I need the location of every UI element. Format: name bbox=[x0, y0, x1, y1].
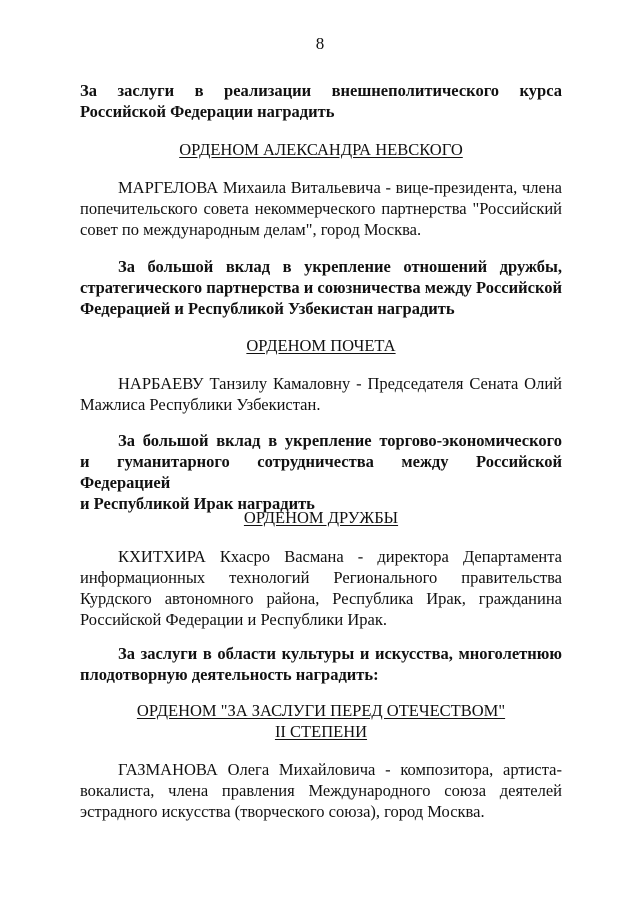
motive-line: За большой вклад в укрепление отношений дружбы, bbox=[118, 257, 562, 276]
recipient-3 bbox=[80, 546, 562, 630]
recipient-line: НАРБАЕВУ Танзилу Камаловну - Председателя Сената Олий bbox=[118, 374, 562, 393]
motive-line: и гуманитарного сотрудничества между Российской Федерацией bbox=[80, 452, 562, 492]
award-title: ОРДЕНОМ "ЗА ЗАСЛУГИ ПЕРЕД ОТЕЧЕСТВОМ" bbox=[136, 701, 506, 720]
recipient-line: Мажлиса Республики Узбекистан. bbox=[80, 395, 321, 414]
motive-line: За заслуги в области культуры и искусства, многолетнюю bbox=[118, 644, 562, 663]
award-motive-4 bbox=[80, 643, 562, 685]
award-motive-3 bbox=[80, 430, 562, 514]
award-title: ОРДЕНОМ АЛЕКСАНДРА НЕВСКОГО bbox=[179, 140, 463, 159]
award-title: ОРДЕНОМ ДРУЖБЫ bbox=[243, 508, 399, 527]
recipient-line: Российской Федерации и Республики Ирак. bbox=[80, 610, 387, 629]
award-name-1 bbox=[80, 139, 562, 160]
award-title: ОРДЕНОМ ПОЧЕТА bbox=[246, 336, 396, 355]
recipient-line: попечительского совета некоммерческого партнерства "Российский bbox=[80, 199, 562, 218]
motive-line: Российской Федерации наградить bbox=[80, 102, 335, 121]
award-motive-1 bbox=[80, 80, 562, 122]
motive-line: За большой вклад в укрепление торгово-экономического bbox=[118, 431, 562, 450]
recipient-line: информационных технологий Регионального правительства bbox=[80, 568, 562, 587]
motive-line: и Республикой Ирак наградить bbox=[80, 494, 315, 513]
award-name-4 bbox=[80, 700, 562, 742]
recipient-line: КХИТХИРА Кхасро Васмана - директора Департамента bbox=[118, 547, 562, 566]
motive-line: плодотворную деятельность наградить: bbox=[80, 665, 379, 684]
recipient-line: Курдского автономного района, Республика Ирак, гражданина bbox=[80, 589, 562, 608]
award-motive-2 bbox=[80, 256, 562, 319]
motive-line: За заслуги в реализации внешнеполитического курса bbox=[80, 81, 562, 100]
recipient-line: эстрадного искусства (творческого союза), город Москва. bbox=[80, 802, 485, 821]
award-name-3 bbox=[80, 507, 562, 528]
recipient-line: вокалиста, члена правления Международного союза деятелей bbox=[80, 781, 562, 800]
motive-line: стратегического партнерства и союзничества между Российской bbox=[80, 278, 562, 297]
award-degree: II СТЕПЕНИ bbox=[274, 722, 368, 741]
motive-line: Федерацией и Республикой Узбекистан наградить bbox=[80, 299, 455, 318]
recipient-4 bbox=[80, 759, 562, 822]
page-number: 8 bbox=[315, 34, 325, 53]
recipient-2 bbox=[80, 373, 562, 415]
award-name-2 bbox=[80, 335, 562, 356]
recipient-1 bbox=[80, 177, 562, 240]
recipient-line: совет по международным делам", город Москва. bbox=[80, 220, 422, 239]
recipient-line: ГАЗМАНОВА Олега Михайловича - композитора, артиста- bbox=[118, 760, 562, 779]
recipient-line: МАРГЕЛОВА Михаила Витальевича - вице-президента, члена bbox=[118, 178, 562, 197]
